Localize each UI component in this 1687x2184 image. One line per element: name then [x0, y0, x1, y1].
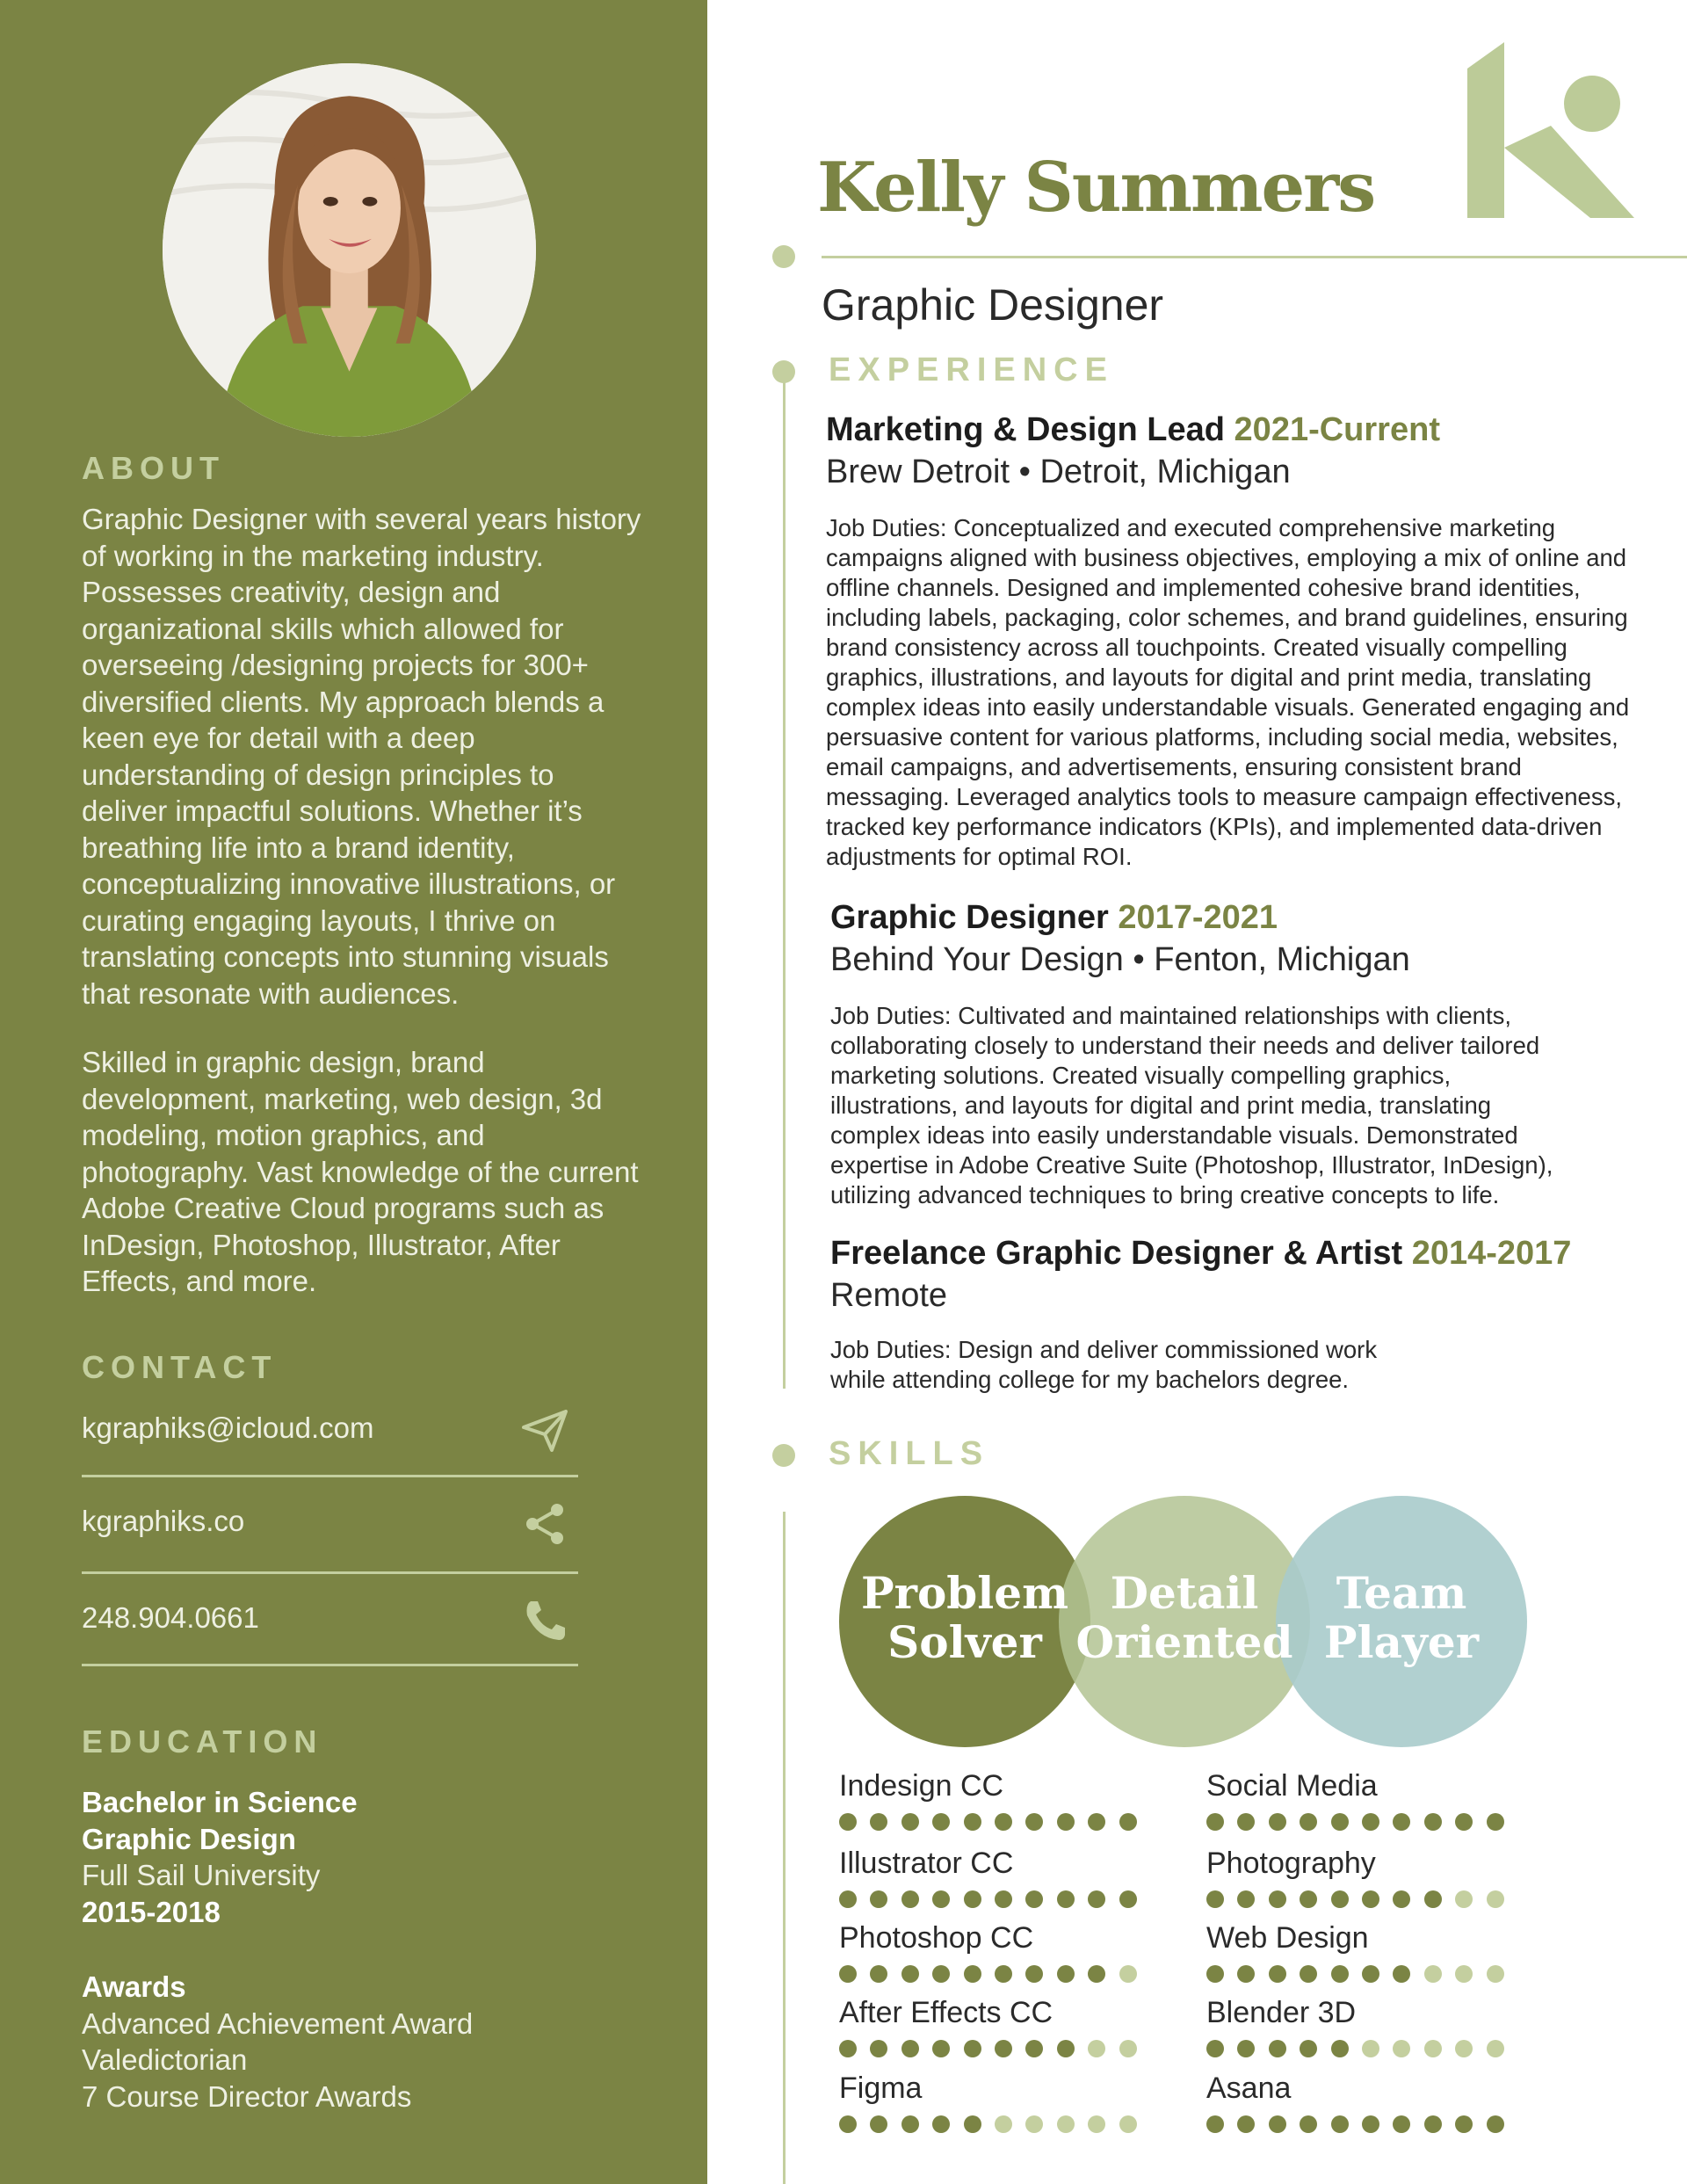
- skill-rating: [839, 1769, 1155, 1839]
- skill-dot-filled: [870, 2115, 887, 2133]
- skill-dot-filled: [932, 1965, 950, 1983]
- skill-dot-filled: [1206, 2040, 1224, 2057]
- timeline-dot: [772, 245, 795, 268]
- skill-dot-empty: [1119, 1965, 1137, 1983]
- skill-dot-filled: [839, 1813, 857, 1831]
- skill-level-dots: [839, 1890, 1150, 1910]
- skill-dot-filled: [995, 1813, 1012, 1831]
- skill-dot-filled: [932, 2040, 950, 2057]
- profile-photo: [163, 63, 536, 437]
- job-title: Graphic Designer 2017-2021: [830, 899, 1278, 936]
- job-company: Behind Your Design • Fenton, Michigan: [830, 941, 1410, 978]
- skill-dot-filled: [1025, 1965, 1043, 1983]
- skill-dot-filled: [1487, 1813, 1504, 1831]
- award-item: Valedictorian: [82, 2043, 248, 2076]
- skill-dot-filled: [1269, 1813, 1286, 1831]
- skill-dot-filled: [964, 2040, 981, 2057]
- skill-dot-empty: [1455, 2040, 1473, 2057]
- skill-dot-filled: [1237, 1890, 1255, 1908]
- skill-name: After Effects CC: [839, 1996, 1053, 2029]
- skill-dot-filled: [1393, 1890, 1410, 1908]
- skill-rating: [839, 1847, 1155, 1917]
- skill-dot-empty: [1424, 1965, 1442, 1983]
- contact-website-row[interactable]: [82, 1496, 578, 1557]
- skill-dot-filled: [1455, 1813, 1473, 1831]
- skill-dot-filled: [995, 2040, 1012, 2057]
- skill-name: Photoshop CC: [839, 1921, 1034, 1955]
- skill-dot-filled: [932, 1813, 950, 1831]
- contact-email-row[interactable]: [82, 1403, 578, 1464]
- skill-dot-filled: [1119, 1890, 1137, 1908]
- skill-dot-filled: [1393, 1965, 1410, 1983]
- major: Graphic Design: [82, 1822, 296, 1855]
- skill-rating: [1206, 1996, 1523, 2066]
- skills-venn-diagram: [835, 1494, 1538, 1749]
- skill-dot-filled: [995, 1890, 1012, 1908]
- job-years: 2021-Current: [1234, 411, 1440, 448]
- skill-level-dots: [1206, 2115, 1517, 2135]
- skill-dot-filled: [870, 1965, 887, 1983]
- degree: Bachelor in Science: [82, 1786, 358, 1818]
- skill-dot-empty: [1424, 2040, 1442, 2057]
- contact-divider: [82, 1571, 578, 1574]
- skill-dot-filled: [1057, 1965, 1075, 1983]
- contact-divider: [82, 1664, 578, 1666]
- timeline-dot: [772, 1444, 795, 1467]
- job-title: Marketing & Design Lead 2021-Current: [826, 411, 1440, 448]
- skill-dot-filled: [1025, 2040, 1043, 2057]
- skill-dot-filled: [1331, 1965, 1349, 1983]
- skill-dot-filled: [964, 1965, 981, 1983]
- skills-summary-paragraph: Skilled in graphic design, brand development, marketing, web design, 3d modeling, motion graphics, and photography. Vast knowledge of the current Adobe Creative Cloud programs such as InDesign, Photoshop, Illustrator, After Effects, and more.: [82, 1046, 639, 1297]
- education-heading: EDUCATION: [82, 1723, 323, 1760]
- skill-dot-empty: [1088, 2115, 1105, 2133]
- skill-level-dots: [839, 2040, 1150, 2059]
- trait-label: Detail: [1110, 1567, 1259, 1619]
- skill-rating: [839, 1996, 1155, 2066]
- job-years: 2014-2017: [1411, 1235, 1572, 1272]
- website-link[interactable]: kgraphiks.co: [82, 1505, 245, 1537]
- skill-dot-empty: [1487, 1965, 1504, 1983]
- award-item: Advanced Achievement Award: [82, 2006, 474, 2040]
- trait-label: Problem: [861, 1567, 1068, 1619]
- skill-dot-filled: [1269, 1965, 1286, 1983]
- skill-dot-filled: [870, 1890, 887, 1908]
- trait-label: Player: [1323, 1616, 1480, 1668]
- contact-heading: CONTACT: [82, 1349, 278, 1385]
- skill-dot-empty: [1362, 2040, 1379, 2057]
- skill-dot-filled: [870, 2040, 887, 2057]
- skill-dot-empty: [1455, 1965, 1473, 1983]
- skill-dot-filled: [839, 1965, 857, 1983]
- skill-dot-empty: [1487, 1890, 1504, 1908]
- skill-dot-empty: [1057, 2115, 1075, 2133]
- skill-dot-filled: [1300, 2040, 1317, 2057]
- skill-dot-empty: [1025, 2115, 1043, 2133]
- paper-plane-icon: [520, 1408, 569, 1454]
- skill-name: Photography: [1206, 1847, 1376, 1880]
- job-role-title: Graphic Designer: [822, 280, 1164, 330]
- skill-name: Indesign CC: [839, 1769, 1004, 1803]
- skill-dot-filled: [870, 1813, 887, 1831]
- skill-level-dots: [839, 1813, 1150, 1832]
- skill-level-dots: [1206, 1813, 1517, 1832]
- skill-dot-filled: [901, 2115, 919, 2133]
- job-title: Freelance Graphic Designer & Artist 2014-2017: [830, 1235, 1572, 1272]
- skill-dot-filled: [1300, 1813, 1317, 1831]
- skill-dot-filled: [1331, 2040, 1349, 2057]
- phone-number[interactable]: 248.904.0661: [82, 1601, 259, 1634]
- skill-dot-filled: [995, 1965, 1012, 1983]
- timeline-line: [783, 378, 786, 1389]
- skill-name: Figma: [839, 2072, 923, 2105]
- experience-heading: EXPERIENCE: [829, 352, 1114, 388]
- skill-level-dots: [1206, 1890, 1517, 1910]
- phone-icon: [520, 1598, 569, 1643]
- job-description: Job Duties: Conceptualized and executed comprehensive marketing campaigns aligned with business objectives, employing a mix of online and offline channels. Designed and implemented cohesive brand identities, including labels, packaging, color schemes, and brand guidelines, ensuring brand consistency across all touchpoints. Created visually compelling graphics, illustrations, and layouts for digital and print media, translating complex ideas into easily understandable visuals. Generated engaging and persuasive content for various platforms, including social media, websites, email campaigns, and advertisements, ensuring consistent brand messaging. Leveraged analytics tools to measure campaign effectiveness, tracked key performance indicators (KPIs), and implemented data-driven adjustments for optimal ROI.: [826, 514, 1630, 870]
- skill-dot-empty: [1119, 2040, 1137, 2057]
- skill-dot-filled: [1424, 1813, 1442, 1831]
- skill-dot-empty: [1393, 2040, 1410, 2057]
- candidate-name: Kelly Summers: [817, 148, 1375, 228]
- skill-dot-filled: [1393, 2115, 1410, 2133]
- skill-dot-filled: [1269, 2115, 1286, 2133]
- share-icon: [520, 1501, 569, 1547]
- skill-dot-filled: [1206, 1965, 1224, 1983]
- trait-label: Team: [1336, 1567, 1467, 1619]
- contact-divider: [82, 1475, 578, 1477]
- skill-level-dots: [1206, 2040, 1517, 2059]
- skill-rating: [839, 1921, 1155, 1992]
- name-underline: [822, 256, 1687, 258]
- monogram-logo: [1467, 42, 1639, 222]
- skill-dot-filled: [1088, 1890, 1105, 1908]
- skill-dot-filled: [1057, 1813, 1075, 1831]
- contact-phone-row[interactable]: [82, 1593, 578, 1654]
- education-years: 2015-2018: [82, 1895, 221, 1928]
- about-paragraph: Graphic Designer with several years history of working in the marketing industry. Possesses creativity, design and organizational skills which allowed for overseeing /designing projects for 300+ diversified clients. My approach blends a keen eye for detail with a deep understanding of design principles to deliver impactful solutions. Whether it’s breathing life into a brand identity, conceptualizing innovative illustrations, or curating engaging layouts, I thrive on translating concepts into stunning visuals that resonate with audiences.: [82, 503, 641, 1010]
- skill-dot-filled: [964, 1890, 981, 1908]
- job-company: Brew Detroit • Detroit, Michigan: [826, 453, 1291, 490]
- skill-name: Blender 3D: [1206, 1996, 1357, 2029]
- skill-name: Illustrator CC: [839, 1847, 1014, 1880]
- skill-dot-empty: [1487, 2040, 1504, 2057]
- skill-dot-filled: [1362, 1890, 1379, 1908]
- skill-rating: [1206, 1921, 1523, 1992]
- award-item: 7 Course Director Awards: [82, 2079, 412, 2113]
- trait-label: Solver: [887, 1616, 1042, 1668]
- skill-dot-filled: [1237, 2115, 1255, 2133]
- email-link[interactable]: kgraphiks@icloud.com: [82, 1411, 374, 1444]
- skill-dot-filled: [964, 2115, 981, 2133]
- skill-dot-filled: [964, 1813, 981, 1831]
- sidebar: [0, 0, 707, 2184]
- skill-dot-filled: [1300, 1890, 1317, 1908]
- skill-dot-filled: [901, 1965, 919, 1983]
- skill-dot-filled: [839, 2040, 857, 2057]
- skill-dot-filled: [1119, 1813, 1137, 1831]
- skills-heading: SKILLS: [829, 1435, 990, 1472]
- skill-dot-empty: [1119, 2115, 1137, 2133]
- skill-dot-filled: [901, 1813, 919, 1831]
- skill-level-dots: [839, 1965, 1150, 1984]
- skill-dot-filled: [932, 1890, 950, 1908]
- skill-rating: [1206, 1847, 1523, 1917]
- skill-dot-filled: [1057, 1890, 1075, 1908]
- skill-dot-empty: [1088, 2040, 1105, 2057]
- skill-dot-filled: [1393, 1813, 1410, 1831]
- job-company: Remote: [830, 1277, 948, 1314]
- skill-dot-empty: [995, 2115, 1012, 2133]
- skill-dot-filled: [1088, 1965, 1105, 1983]
- skill-dot-filled: [1025, 1813, 1043, 1831]
- skill-dot-filled: [932, 2115, 950, 2133]
- portrait-illustration: [163, 63, 536, 437]
- skill-dot-empty: [1455, 1890, 1473, 1908]
- education-entry: [82, 1784, 358, 1930]
- skill-dot-filled: [1362, 1965, 1379, 1983]
- skill-dot-filled: [1331, 1813, 1349, 1831]
- awards-block: [82, 1969, 473, 2115]
- skill-dot-filled: [901, 2040, 919, 2057]
- skill-dot-filled: [1237, 1965, 1255, 1983]
- skill-name: Web Design: [1206, 1921, 1369, 1955]
- school: Full Sail University: [82, 1859, 321, 1891]
- skill-dot-filled: [1300, 1965, 1317, 1983]
- skill-dot-filled: [901, 1890, 919, 1908]
- skill-rating: [1206, 2072, 1523, 2142]
- skill-rating: [839, 2072, 1155, 2142]
- job-years: 2017-2021: [1118, 899, 1278, 936]
- skill-dot-filled: [1424, 1890, 1442, 1908]
- about-heading: ABOUT: [82, 450, 225, 486]
- skill-dot-filled: [1455, 2115, 1473, 2133]
- skill-dot-filled: [1088, 1813, 1105, 1831]
- skill-dot-filled: [1206, 1890, 1224, 1908]
- skill-dot-filled: [1331, 1890, 1349, 1908]
- skill-rating: [1206, 1769, 1523, 1839]
- skill-dot-filled: [1237, 2040, 1255, 2057]
- skill-dot-filled: [839, 2115, 857, 2133]
- awards-heading: Awards: [82, 1970, 186, 2003]
- trait-label: Oriented: [1075, 1616, 1293, 1668]
- skill-dot-filled: [1206, 2115, 1224, 2133]
- skill-level-dots: [1206, 1965, 1517, 1984]
- skill-name: Social Media: [1206, 1769, 1378, 1803]
- skill-dot-filled: [839, 1890, 857, 1908]
- skill-name: Asana: [1206, 2072, 1292, 2105]
- skill-dot-filled: [1025, 1890, 1043, 1908]
- skill-dot-filled: [1331, 2115, 1349, 2133]
- skill-dot-filled: [1424, 2115, 1442, 2133]
- job-description: Job Duties: Design and deliver commissioned work while attending college for my bachelors degree.: [830, 1336, 1378, 1393]
- skill-dot-filled: [1057, 2040, 1075, 2057]
- skill-dot-filled: [1206, 1813, 1224, 1831]
- skill-dot-filled: [1362, 1813, 1379, 1831]
- skill-dot-filled: [1269, 2040, 1286, 2057]
- skill-dot-filled: [1300, 2115, 1317, 2133]
- timeline-line: [783, 1512, 786, 2184]
- skill-level-dots: [839, 2115, 1150, 2135]
- skill-dot-filled: [1237, 1813, 1255, 1831]
- skill-dot-filled: [1362, 2115, 1379, 2133]
- skill-dot-filled: [1269, 1890, 1286, 1908]
- job-description: Job Duties: Cultivated and maintained relationships with clients, collaborating closely to understand their needs and deliver tailored marketing solutions. Created visually compelling graphics, illustrations, and layouts for digital and print media, translating complex ideas into easily understandable visuals. Demonstrated expertise in Adobe Creative Suite (Photoshop, Illustrator, InDesign), utilizing advanced techniques to bring creative concepts to life.: [830, 1002, 1553, 1208]
- skill-dot-filled: [1487, 2115, 1504, 2133]
